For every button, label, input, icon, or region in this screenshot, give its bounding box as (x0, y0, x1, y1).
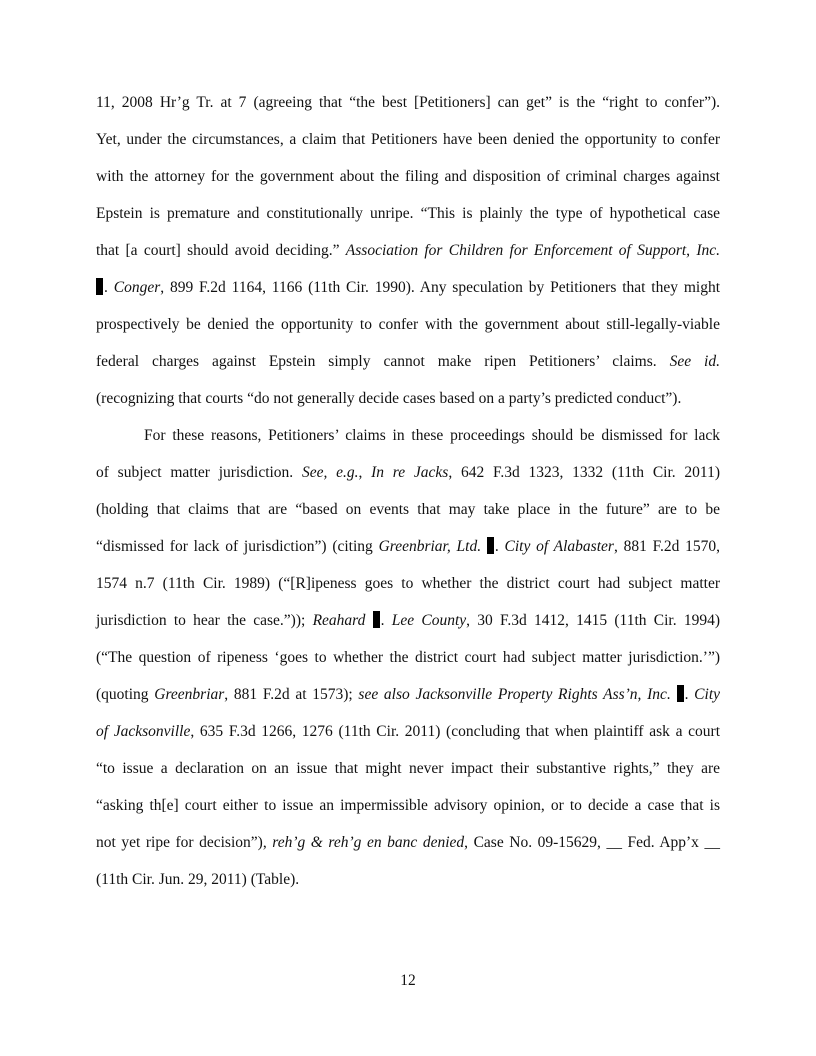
redaction-mark (373, 611, 380, 628)
signal-citation: See, e.g. (301, 464, 359, 481)
case-citation: City of Alabaster (504, 538, 614, 555)
text-span: not yet ripe for decision”), (96, 834, 273, 851)
text-span: , 899 F.2d 1164, 1166 (11th Cir. 1990). Any speculation by Petitioners that they might (160, 279, 721, 296)
text-span: Epstein is premature and constitutionally unripe. “This is plainly the type of hypothetical case (96, 205, 720, 222)
text-line (96, 351, 720, 373)
text-span: jurisdiction to hear the case.”)); (96, 612, 313, 629)
text-span: (holding that claims that are “based on events that may take place in the future” are to be (96, 501, 720, 518)
text-span: federal charges against Epstein simply cannot make ripen Petitioners’ claims. (96, 353, 670, 370)
text-span: of subject matter jurisdiction. (96, 464, 302, 481)
case-citation: City (694, 686, 721, 703)
case-citation: Greenbriar, Ltd. (378, 538, 482, 555)
text-span: 1574 n.7 (11th Cir. 1989) (“[R]ipeness goes to whether the district court had subject matter (96, 575, 720, 592)
text-line (96, 388, 720, 410)
text-line (96, 573, 720, 595)
redaction-mark (96, 278, 103, 295)
text-span: For these reasons, Petitioners’ claims in these proceedings should be dismissed for lack (144, 427, 720, 444)
text-line (96, 832, 720, 854)
text-line (96, 129, 720, 151)
redaction-mark (677, 685, 684, 702)
text-span: , 642 F.3d 1323, 1332 (11th Cir. 2011) (448, 464, 720, 481)
text-span: “dismissed for lack of jurisdiction”) (citing (96, 538, 379, 555)
case-citation: In re Jacks (371, 464, 449, 481)
text-span: Yet, under the circumstances, a claim that Petitioners have been denied the opportunity to confer (96, 131, 720, 148)
case-citation: Greenbriar (154, 686, 225, 703)
text-span: 11, 2008 Hr’g Tr. at 7 (agreeing that “the best [Petitioners] can get” is the “right to confer”). (96, 94, 720, 111)
text-span: . (380, 612, 392, 629)
case-citation: Reahard (312, 612, 366, 629)
text-span: , 635 F.3d 1266, 1276 (11th Cir. 2011) (concluding that when plaintiff ask a court (190, 723, 721, 740)
text-line (96, 869, 720, 891)
text-span: “to issue a declaration on an issue that might never impact their substantive rights,” they are (96, 760, 720, 777)
text-line (96, 240, 720, 262)
text-span: , Case No. 09-15629, __ Fed. App’x __ (464, 834, 720, 851)
procedural-history: reh’g & reh’g en banc denied (272, 834, 465, 851)
text-line (96, 795, 720, 817)
case-citation: Association for Children for Enforcement of Support, Inc. (345, 242, 720, 259)
text-span: (“The question of ripeness ‘goes to whether the district court had subject matter jurisdiction.’”) (96, 649, 720, 666)
text-span: . (684, 686, 695, 703)
text-line (96, 462, 720, 484)
text-span: , 881 F.2d 1570, (613, 538, 721, 555)
text-line (96, 647, 720, 669)
case-citation: of Jacksonville (96, 723, 191, 740)
text-span: (11th Cir. Jun. 29, 2011) (Table). (96, 871, 300, 888)
text-line (96, 166, 720, 188)
text-span: that [a court] should avoid deciding.” (96, 242, 346, 259)
case-citation: Lee County (391, 612, 467, 629)
text-line (96, 277, 720, 299)
text-line (96, 684, 720, 706)
text-span: with the attorney for the government about the filing and disposition of criminal charges against (96, 168, 720, 185)
redaction-mark (487, 537, 494, 554)
text-line (96, 314, 720, 336)
text-span: , 30 F.3d 1412, 1415 (11th Cir. 1994) (466, 612, 721, 629)
text-line (96, 758, 720, 780)
text-span: (recognizing that courts “do not generally decide cases based on a party’s predicted conduct”). (96, 390, 682, 407)
signal-citation: See id. (669, 353, 720, 370)
text-span: “asking th[e] court either to issue an impermissible advisory opinion, or to decide a case that is (96, 797, 720, 814)
text-line (96, 92, 720, 114)
text-span: prospectively be denied the opportunity to confer with the government about still-legally-viable (96, 316, 720, 333)
text-span: . (494, 538, 505, 555)
text-line (96, 721, 720, 743)
text-span: , (358, 464, 372, 481)
text-span: (quoting (96, 686, 155, 703)
case-citation: see also Jacksonville Property Rights Ass’n, Inc. (358, 686, 671, 703)
text-line (96, 499, 720, 521)
text-line (144, 425, 720, 447)
text-line (96, 203, 720, 225)
page-number: 12 (400, 972, 416, 989)
case-citation: Conger (113, 279, 161, 296)
text-line (96, 610, 720, 632)
text-span: . (104, 279, 114, 296)
text-line (96, 536, 720, 558)
text-span: , 881 F.2d at 1573); (224, 686, 359, 703)
